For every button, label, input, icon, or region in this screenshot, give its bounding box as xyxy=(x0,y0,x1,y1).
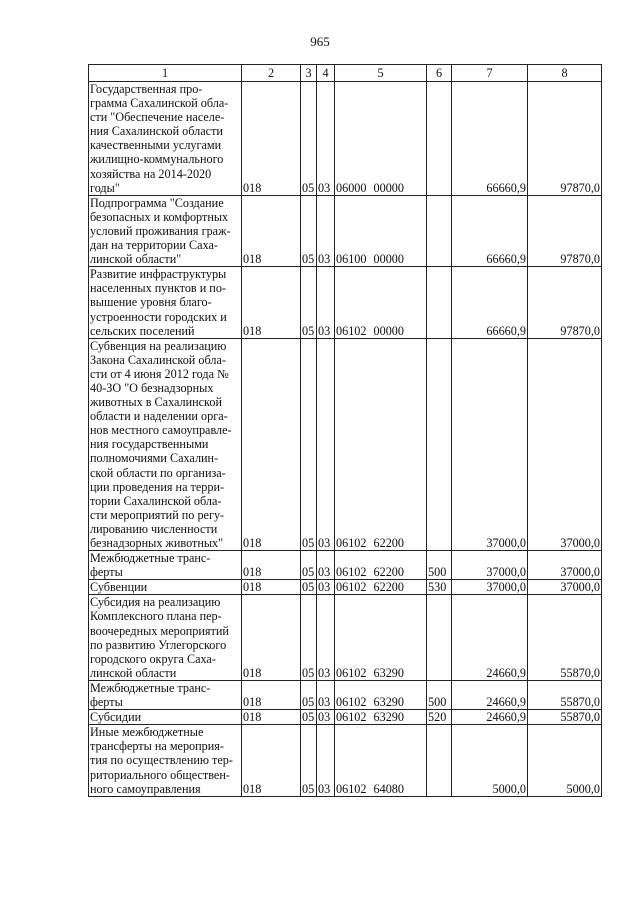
rz-code: 05 xyxy=(301,338,317,550)
csr-code: 06102 63290 xyxy=(335,595,427,681)
pr-code: 03 xyxy=(317,725,335,796)
pr-code: 03 xyxy=(317,338,335,550)
table-row xyxy=(89,267,602,338)
sum-col-8: 55870,0 xyxy=(528,595,602,681)
header-col-1: 1 xyxy=(89,65,242,82)
sum-col-7: 24660,9 xyxy=(452,595,528,681)
row-name: Межбюджетные транс- ферты xyxy=(89,551,242,580)
sum-col-8: 97870,0 xyxy=(528,195,602,266)
sum-col-8: 37000,0 xyxy=(528,580,602,595)
ved-code: 018 xyxy=(242,710,301,725)
csr-code: 06102 62200 xyxy=(335,580,427,595)
ved-code: 018 xyxy=(242,82,301,196)
vr-code xyxy=(427,725,452,796)
ved-code: 018 xyxy=(242,195,301,266)
pr-code: 03 xyxy=(317,551,335,580)
rz-code: 05 xyxy=(301,580,317,595)
row-name: Подпрограмма "Создание безопасных и комфортных условий проживания граж- дан на территории Саха- линской области" xyxy=(89,195,242,266)
pr-code: 03 xyxy=(317,82,335,196)
sum-col-8: 55870,0 xyxy=(528,710,602,725)
ved-code: 018 xyxy=(242,551,301,580)
sum-col-7: 5000,0 xyxy=(452,725,528,796)
pr-code: 03 xyxy=(317,195,335,266)
csr-code: 06102 00000 xyxy=(335,267,427,338)
header-col-6: 6 xyxy=(427,65,452,82)
header-col-7: 7 xyxy=(452,65,528,82)
vr-code: 500 xyxy=(427,551,452,580)
sum-col-8: 97870,0 xyxy=(528,82,602,196)
rz-code: 05 xyxy=(301,551,317,580)
vr-code: 500 xyxy=(427,680,452,709)
rz-code: 05 xyxy=(301,680,317,709)
ved-code: 018 xyxy=(242,267,301,338)
sum-col-7: 24660,9 xyxy=(452,680,528,709)
row-name: Субвенции xyxy=(89,580,242,595)
sum-col-7: 66660,9 xyxy=(452,267,528,338)
header-col-3: 3 xyxy=(301,65,317,82)
rz-code: 05 xyxy=(301,710,317,725)
table-row xyxy=(89,551,602,580)
table-row xyxy=(89,195,602,266)
csr-code: 06102 64080 xyxy=(335,725,427,796)
row-name: Государственная про- грамма Сахалинской обла- сти "Обеспечение населе- ния Сахалинской области качественными услугами жилищно-коммунального хозяйства на 2014-2020 годы" xyxy=(89,82,242,196)
sum-col-8: 55870,0 xyxy=(528,680,602,709)
csr-code: 06102 62200 xyxy=(335,338,427,550)
ved-code: 018 xyxy=(242,595,301,681)
row-name: Развитие инфраструктуры населенных пунктов и по- вышение уровня благо- устроенности городских и сельских поселений xyxy=(89,267,242,338)
vr-code: 520 xyxy=(427,710,452,725)
sum-col-8: 5000,0 xyxy=(528,725,602,796)
table-row xyxy=(89,710,602,725)
pr-code: 03 xyxy=(317,710,335,725)
pr-code: 03 xyxy=(317,595,335,681)
rz-code: 05 xyxy=(301,595,317,681)
pr-code: 03 xyxy=(317,267,335,338)
row-name: Иные межбюджетные трансферты на мероприя- тия по осуществлению тер- риториального обществен- ного самоуправления xyxy=(89,725,242,796)
ved-code: 018 xyxy=(242,580,301,595)
rz-code: 05 xyxy=(301,195,317,266)
header-col-2: 2 xyxy=(242,65,301,82)
sum-col-8: 97870,0 xyxy=(528,267,602,338)
row-name: Межбюджетные транс- ферты xyxy=(89,680,242,709)
ved-code: 018 xyxy=(242,338,301,550)
row-name: Субсидия на реализацию Комплексного плана пер- воочередных мероприятий по развитию Углегорского городского округа Саха- линской области xyxy=(89,595,242,681)
vr-code xyxy=(427,338,452,550)
pr-code: 03 xyxy=(317,680,335,709)
rz-code: 05 xyxy=(301,82,317,196)
csr-code: 06000 00000 xyxy=(335,82,427,196)
header-col-5: 5 xyxy=(335,65,427,82)
vr-code xyxy=(427,267,452,338)
page-number: 965 xyxy=(310,34,330,49)
header-row xyxy=(89,65,602,82)
table-row xyxy=(89,680,602,709)
rz-code: 05 xyxy=(301,267,317,338)
sum-col-7: 37000,0 xyxy=(452,338,528,550)
sum-col-7: 37000,0 xyxy=(452,551,528,580)
budget-table xyxy=(88,64,602,797)
sum-col-8: 37000,0 xyxy=(528,338,602,550)
sum-col-7: 37000,0 xyxy=(452,580,528,595)
table-row xyxy=(89,725,602,796)
rz-code: 05 xyxy=(301,725,317,796)
header-col-4: 4 xyxy=(317,65,335,82)
vr-code xyxy=(427,82,452,196)
vr-code: 530 xyxy=(427,580,452,595)
table-row xyxy=(89,82,602,196)
ved-code: 018 xyxy=(242,725,301,796)
vr-code xyxy=(427,595,452,681)
row-name: Субсидии xyxy=(89,710,242,725)
csr-code: 06102 63290 xyxy=(335,710,427,725)
row-name: Субвенция на реализацию Закона Сахалинской обла- сти от 4 июня 2012 года № 40-ЗО "О безнадзорных животных в Сахалинской области и наделении орга- нов местного самоуправле- ния государственными полномочиями Сахалин- ской области по организа- ции проведения на терри- тории Сахалинской обла- сти мероприятий по регу- лированию численности безнадзорных животных" xyxy=(89,338,242,550)
csr-code: 06102 62200 xyxy=(335,551,427,580)
sum-col-7: 66660,9 xyxy=(452,82,528,196)
table-row xyxy=(89,580,602,595)
csr-code: 06102 63290 xyxy=(335,680,427,709)
sum-col-7: 66660,9 xyxy=(452,195,528,266)
sum-col-8: 37000,0 xyxy=(528,551,602,580)
header-col-8: 8 xyxy=(528,65,602,82)
ved-code: 018 xyxy=(242,680,301,709)
pr-code: 03 xyxy=(317,580,335,595)
sum-col-7: 24660,9 xyxy=(452,710,528,725)
vr-code xyxy=(427,195,452,266)
table-row xyxy=(89,338,602,550)
table-row xyxy=(89,595,602,681)
csr-code: 06100 00000 xyxy=(335,195,427,266)
